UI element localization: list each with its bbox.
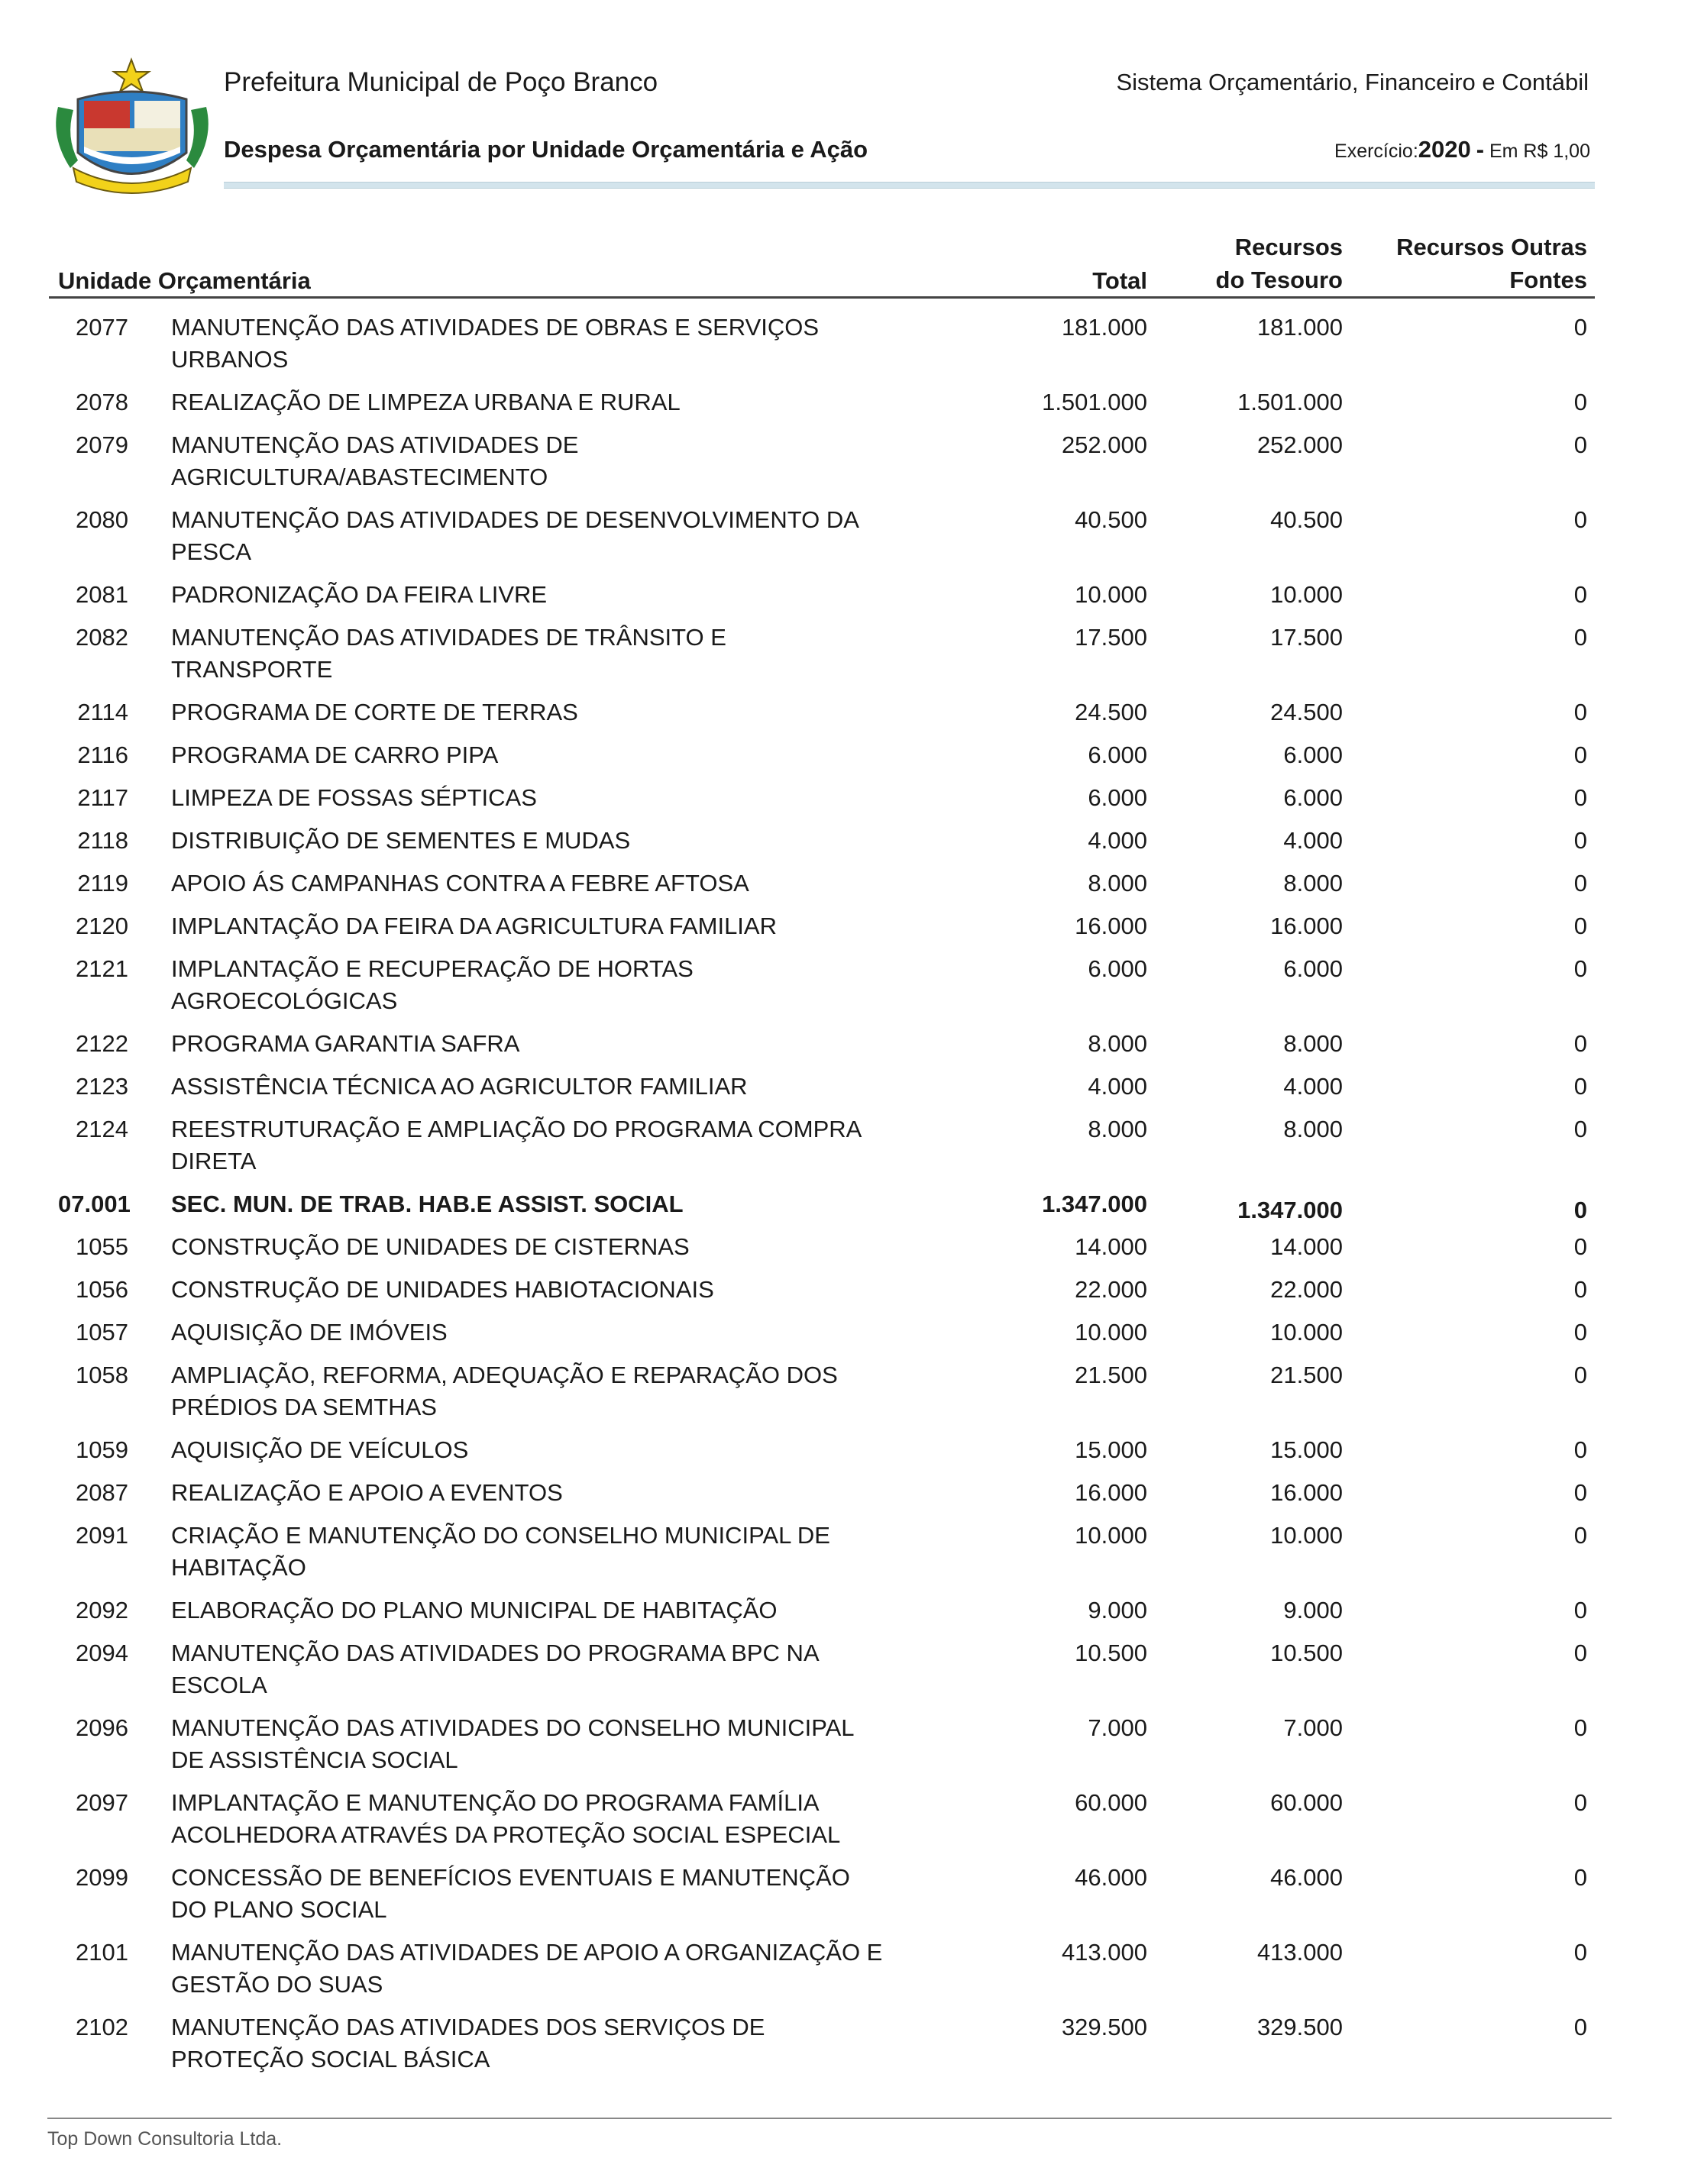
row-outras-fontes: 0 [1573, 827, 1587, 854]
row-total: 10.000 [1075, 1522, 1147, 1549]
row-outras-fontes: 0 [1573, 1436, 1587, 1463]
header-divider [224, 182, 1595, 189]
table-row [0, 1862, 1688, 1926]
column-header-tesouro-line1: Recursos [1234, 234, 1343, 260]
row-tesouro: 10.000 [1270, 1319, 1343, 1346]
row-total: 15.000 [1075, 1436, 1147, 1463]
row-tesouro: 15.000 [1270, 1436, 1343, 1463]
table-row [0, 504, 1688, 568]
row-tesouro: 24.500 [1270, 699, 1343, 725]
row-total: 16.000 [1075, 913, 1147, 939]
row-description: REALIZAÇÃO E APOIO A EVENTOS [171, 1479, 563, 1506]
row-code: 2082 [76, 624, 128, 651]
row-outras-fontes: 0 [1573, 1276, 1587, 1303]
row-code: 2124 [76, 1116, 128, 1142]
table-column-headers [0, 221, 1688, 298]
row-total: 21.500 [1075, 1362, 1147, 1388]
row-description: PROGRAMA DE CARRO PIPA [171, 741, 499, 768]
table-row [0, 2011, 1688, 2076]
row-total: 252.000 [1061, 431, 1147, 458]
row-code: 2102 [76, 2014, 128, 2040]
row-code: 2120 [76, 913, 128, 939]
row-code: 2078 [76, 389, 128, 415]
row-total: 22.000 [1075, 1276, 1147, 1303]
column-header-outras-line1: Recursos Outras [1396, 234, 1587, 260]
row-description: MANUTENÇÃO DAS ATIVIDADES DO CONSELHO MUNICIPAL DE ASSISTÊNCIA SOCIAL [171, 1714, 854, 1773]
row-description: AQUISIÇÃO DE VEÍCULOS [171, 1436, 469, 1463]
row-description: PADRONIZAÇÃO DA FEIRA LIVRE [171, 581, 548, 608]
row-code: 2123 [76, 1073, 128, 1100]
row-total: 329.500 [1061, 2014, 1147, 2040]
row-description: REESTRUTURAÇÃO E AMPLIAÇÃO DO PROGRAMA COMPRA DIRETA [171, 1116, 861, 1174]
row-description: MANUTENÇÃO DAS ATIVIDADES DE TRÂNSITO E TRANSPORTE [171, 624, 726, 683]
row-code: 2080 [76, 506, 128, 533]
row-outras-fontes: 0 [1573, 1640, 1587, 1666]
row-outras-fontes: 0 [1573, 1073, 1587, 1100]
row-code: 2117 [77, 784, 128, 811]
row-description: MANUTENÇÃO DAS ATIVIDADES DE AGRICULTURA/ABASTECIMENTO [171, 431, 579, 490]
row-tesouro: 1.501.000 [1237, 389, 1343, 415]
row-outras-fontes: 0 [1573, 1319, 1587, 1346]
table-row [0, 622, 1688, 686]
row-outras-fontes: 0 [1573, 1939, 1587, 1966]
table-row [0, 386, 1688, 418]
row-tesouro: 16.000 [1270, 1479, 1343, 1506]
row-code: 1056 [76, 1276, 128, 1303]
row-description: IMPLANTAÇÃO E RECUPERAÇÃO DE HORTAS AGROECOLÓGICAS [171, 955, 694, 1014]
table-row [0, 1113, 1688, 1178]
row-code: 2099 [76, 1864, 128, 1891]
row-outras-fontes: 0 [1573, 1479, 1587, 1506]
row-outras-fontes: 0 [1573, 1197, 1587, 1223]
row-description: IMPLANTAÇÃO E MANUTENÇÃO DO PROGRAMA FAMÍLIA ACOLHEDORA ATRAVÉS DA PROTEÇÃO SOCIAL ESPECIAL [171, 1789, 841, 1848]
table-body [0, 312, 1688, 2086]
row-total: 8.000 [1088, 870, 1147, 897]
row-description: MANUTENÇÃO DAS ATIVIDADES DE APOIO A ORGANIZAÇÃO E GESTÃO DO SUAS [171, 1939, 883, 1998]
row-total: 8.000 [1088, 1116, 1147, 1142]
row-tesouro: 181.000 [1256, 314, 1343, 341]
row-tesouro: 60.000 [1270, 1789, 1343, 1816]
row-description: PROGRAMA DE CORTE DE TERRAS [171, 699, 578, 725]
row-description: IMPLANTAÇÃO DA FEIRA DA AGRICULTURA FAMILIAR [171, 913, 777, 939]
row-total: 10.500 [1075, 1640, 1147, 1666]
row-tesouro: 8.000 [1283, 870, 1343, 897]
row-total: 1.501.000 [1042, 389, 1147, 415]
row-code: 2091 [76, 1522, 128, 1549]
row-code: 2116 [77, 741, 128, 768]
table-row [0, 696, 1688, 729]
row-tesouro: 16.000 [1270, 913, 1343, 939]
table-row [0, 867, 1688, 900]
table-row [0, 739, 1688, 771]
column-header-tesouro-line2: do Tesouro [1215, 267, 1343, 293]
row-code: 1058 [76, 1362, 128, 1388]
row-code: 2094 [76, 1640, 128, 1666]
row-total: 8.000 [1088, 1030, 1147, 1057]
row-tesouro: 10.000 [1270, 581, 1343, 608]
row-description: ASSISTÊNCIA TÉCNICA AO AGRICULTOR FAMILIAR [171, 1073, 748, 1100]
footer-divider [47, 2118, 1612, 2119]
row-code: 2118 [77, 827, 128, 854]
row-tesouro: 10.500 [1270, 1640, 1343, 1666]
row-outras-fontes: 0 [1573, 955, 1587, 982]
table-row [0, 1937, 1688, 2001]
row-code: 2122 [76, 1030, 128, 1057]
row-description: CONSTRUÇÃO DE UNIDADES HABIOTACIONAIS [171, 1276, 714, 1303]
row-outras-fontes: 0 [1573, 1789, 1587, 1816]
row-total: 181.000 [1061, 314, 1147, 341]
row-code: 2096 [76, 1714, 128, 1741]
row-outras-fontes: 0 [1573, 581, 1587, 608]
row-description: SEC. MUN. DE TRAB. HAB.E ASSIST. SOCIAL [171, 1191, 684, 1217]
row-total: 60.000 [1075, 1789, 1147, 1816]
row-outras-fontes: 0 [1573, 870, 1587, 897]
row-outras-fontes: 0 [1573, 1030, 1587, 1057]
row-tesouro: 14.000 [1270, 1233, 1343, 1260]
table-row [0, 1231, 1688, 1263]
row-outras-fontes: 0 [1573, 624, 1587, 651]
table-row [0, 1317, 1688, 1349]
table-row [0, 1637, 1688, 1701]
row-total: 24.500 [1075, 699, 1147, 725]
table-row [0, 1477, 1688, 1509]
report-header [0, 0, 1688, 199]
row-total: 4.000 [1088, 827, 1147, 854]
row-outras-fontes: 0 [1573, 1714, 1587, 1741]
row-outras-fontes: 0 [1573, 431, 1587, 458]
row-outras-fontes: 0 [1573, 2014, 1587, 2040]
organization-name: Prefeitura Municipal de Poço Branco [224, 67, 658, 97]
row-code: 1057 [76, 1319, 128, 1346]
table-row [0, 1434, 1688, 1466]
row-tesouro: 4.000 [1283, 827, 1343, 854]
row-outras-fontes: 0 [1573, 389, 1587, 415]
table-row [0, 1359, 1688, 1423]
row-outras-fontes: 0 [1573, 1233, 1587, 1260]
row-description: MANUTENÇÃO DAS ATIVIDADES DE DESENVOLVIMENTO DA PESCA [171, 506, 859, 565]
table-row [0, 1071, 1688, 1103]
row-total: 6.000 [1088, 784, 1147, 811]
system-name: Sistema Orçamentário, Financeiro e Contábil [1116, 69, 1589, 95]
table-row [0, 312, 1688, 376]
table-row [0, 1028, 1688, 1060]
row-code: 2087 [76, 1479, 128, 1506]
table-row [0, 429, 1688, 493]
exercise-year: 2020 [1418, 136, 1471, 163]
exercise-label: Exercício: [1334, 141, 1418, 162]
row-code: 2077 [76, 314, 128, 341]
row-total: 9.000 [1088, 1597, 1147, 1623]
row-tesouro: 1.347.000 [1237, 1197, 1343, 1223]
row-tesouro: 7.000 [1283, 1714, 1343, 1741]
row-description: CONSTRUÇÃO DE UNIDADES DE CISTERNAS [171, 1233, 690, 1260]
row-code: 2101 [76, 1939, 128, 1966]
row-total: 7.000 [1088, 1714, 1147, 1741]
exercise-separator: - [1476, 136, 1485, 163]
row-total: 413.000 [1061, 1939, 1147, 1966]
row-code: 2121 [76, 955, 128, 982]
row-total: 46.000 [1075, 1864, 1147, 1891]
row-tesouro: 40.500 [1270, 506, 1343, 533]
row-tesouro: 46.000 [1270, 1864, 1343, 1891]
table-row [0, 1520, 1688, 1584]
row-total: 14.000 [1075, 1233, 1147, 1260]
row-total: 16.000 [1075, 1479, 1147, 1506]
row-outras-fontes: 0 [1573, 1597, 1587, 1623]
row-code: 07.001 [58, 1191, 131, 1217]
table-row [0, 1594, 1688, 1627]
column-header-outras-fontes [1396, 231, 1587, 296]
row-tesouro: 22.000 [1270, 1276, 1343, 1303]
row-outras-fontes: 0 [1573, 741, 1587, 768]
row-outras-fontes: 0 [1573, 1864, 1587, 1891]
row-description: AQUISIÇÃO DE IMÓVEIS [171, 1319, 448, 1346]
row-total: 10.000 [1075, 581, 1147, 608]
table-row [0, 825, 1688, 857]
row-description: APOIO ÁS CAMPANHAS CONTRA A FEBRE AFTOSA [171, 870, 749, 897]
row-description: DISTRIBUIÇÃO DE SEMENTES E MUDAS [171, 827, 631, 854]
row-total: 6.000 [1088, 955, 1147, 982]
row-code: 2097 [76, 1789, 128, 1816]
row-code: 2119 [77, 870, 128, 897]
row-total: 17.500 [1075, 624, 1147, 651]
row-total: 10.000 [1075, 1319, 1147, 1346]
row-outras-fontes: 0 [1573, 506, 1587, 533]
table-row [0, 1712, 1688, 1776]
row-outras-fontes: 0 [1573, 314, 1587, 341]
row-tesouro: 6.000 [1283, 784, 1343, 811]
row-outras-fontes: 0 [1573, 699, 1587, 725]
column-header-total: Total [1092, 267, 1147, 294]
row-description: CONCESSÃO DE BENEFÍCIOS EVENTUAIS E MANUTENÇÃO DO PLANO SOCIAL [171, 1864, 850, 1923]
row-description: AMPLIAÇÃO, REFORMA, ADEQUAÇÃO E REPARAÇÃO DOS PRÉDIOS DA SEMTHAS [171, 1362, 838, 1420]
row-outras-fontes: 0 [1573, 1522, 1587, 1549]
currency-label: Em R$ 1,00 [1489, 141, 1590, 162]
table-row [0, 953, 1688, 1017]
row-tesouro: 252.000 [1256, 431, 1343, 458]
row-tesouro: 329.500 [1256, 2014, 1343, 2040]
unit-subtotal-row [0, 1188, 1688, 1223]
row-code: 1055 [76, 1233, 128, 1260]
row-description: MANUTENÇÃO DAS ATIVIDADES DOS SERVIÇOS DE PROTEÇÃO SOCIAL BÁSICA [171, 2014, 765, 2073]
row-tesouro: 8.000 [1283, 1116, 1343, 1142]
row-tesouro: 4.000 [1283, 1073, 1343, 1100]
row-tesouro: 6.000 [1283, 741, 1343, 768]
row-code: 1059 [76, 1436, 128, 1463]
row-description: PROGRAMA GARANTIA SAFRA [171, 1030, 520, 1057]
row-total: 40.500 [1075, 506, 1147, 533]
row-total: 1.347.000 [1042, 1191, 1147, 1217]
row-code: 2092 [76, 1597, 128, 1623]
column-header-tesouro [1216, 231, 1343, 296]
table-row [0, 1787, 1688, 1851]
table-row [0, 1274, 1688, 1306]
column-header-unit: Unidade Orçamentária [58, 267, 311, 294]
row-description: MANUTENÇÃO DAS ATIVIDADES DE OBRAS E SERVIÇOS URBANOS [171, 314, 820, 373]
row-outras-fontes: 0 [1573, 913, 1587, 939]
row-tesouro: 10.000 [1270, 1522, 1343, 1549]
row-code: 2079 [76, 431, 128, 458]
column-header-divider [49, 296, 1595, 299]
row-total: 6.000 [1088, 741, 1147, 768]
municipal-coat-of-arms-logo [47, 53, 217, 202]
table-row [0, 579, 1688, 611]
exercise-info [1334, 136, 1590, 163]
row-tesouro: 21.500 [1270, 1362, 1343, 1388]
row-tesouro: 17.500 [1270, 624, 1343, 651]
row-description: MANUTENÇÃO DAS ATIVIDADES DO PROGRAMA BPC NA ESCOLA [171, 1640, 818, 1698]
table-row [0, 782, 1688, 814]
row-outras-fontes: 0 [1573, 784, 1587, 811]
row-description: REALIZAÇÃO DE LIMPEZA URBANA E RURAL [171, 389, 681, 415]
row-tesouro: 9.000 [1283, 1597, 1343, 1623]
row-outras-fontes: 0 [1573, 1362, 1587, 1388]
row-code: 2114 [77, 699, 128, 725]
row-total: 4.000 [1088, 1073, 1147, 1100]
row-description: CRIAÇÃO E MANUTENÇÃO DO CONSELHO MUNICIPAL DE HABITAÇÃO [171, 1522, 830, 1581]
row-tesouro: 6.000 [1283, 955, 1343, 982]
row-description: ELABORAÇÃO DO PLANO MUNICIPAL DE HABITAÇÃO [171, 1597, 778, 1623]
table-row [0, 910, 1688, 942]
report-title: Despesa Orçamentária por Unidade Orçamentária e Ação [224, 136, 868, 163]
footer-company: Top Down Consultoria Ltda. [47, 2128, 283, 2150]
row-tesouro: 8.000 [1283, 1030, 1343, 1057]
row-description: LIMPEZA DE FOSSAS SÉPTICAS [171, 784, 537, 811]
row-code: 2081 [76, 581, 128, 608]
column-header-outras-line2: Fontes [1509, 267, 1587, 293]
row-tesouro: 413.000 [1256, 1939, 1343, 1966]
row-outras-fontes: 0 [1573, 1116, 1587, 1142]
